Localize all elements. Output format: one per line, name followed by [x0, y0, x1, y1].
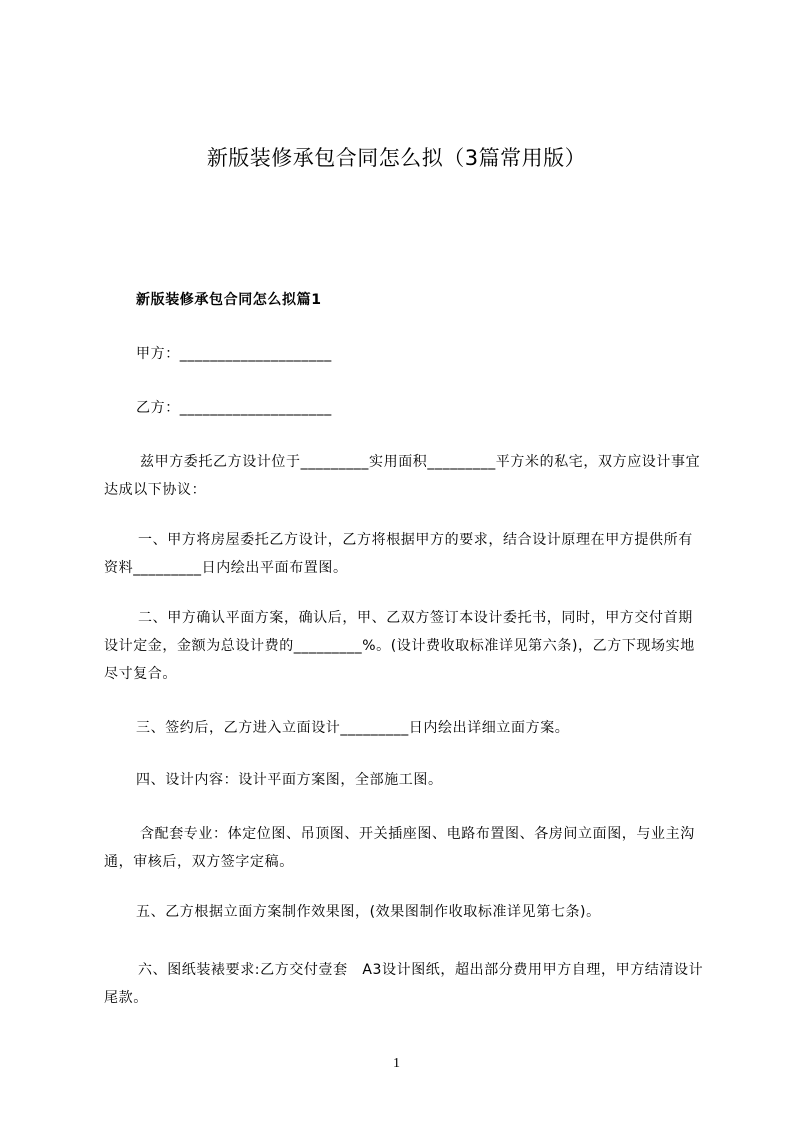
paragraph-clause-6: 六、图纸装裱要求:乙方交付壹套 A3设计图纸，超出部分费用甲方自理，甲方结清设计尾款。: [104, 962, 704, 1006]
paragraph-clause-3: 三、签约后，乙方进入立面设计_________日内绘出详细立面方案。: [136, 720, 570, 736]
paragraph-intro: 兹甲方委托乙方设计位于_________实用面积_________平方米的私宅，双方应设计事宜达成以下协议：: [104, 454, 701, 498]
paragraph-clause-2: 二、甲方确认平面方案，确认后，甲、乙双方签订本设计委托书，同时，甲方交付首期设计定金，金额为总设计费的_________%。(设计费收取标准详见第六条)，乙方下现场实地尽寸复合。: [104, 610, 695, 682]
document-title: 新版装修承包合同怎么拟（3篇常用版）: [206, 146, 587, 170]
paragraph-clause-4-detail: 含配套专业：体定位图、吊顶图、开关插座图、电路布置图、各房间立面图，与业主沟通，审核后，双方签字定稿。: [104, 826, 695, 870]
party-b-line: 乙方：____________________: [136, 400, 332, 416]
party-a-line: 甲方：____________________: [136, 346, 332, 362]
section-heading: 新版装修承包合同怎么拟篇1: [136, 292, 322, 308]
page-number: 1: [393, 1056, 400, 1071]
paragraph-clause-5: 五、乙方根据立面方案制作效果图，(效果图制作收取标准详见第七条)。: [136, 904, 601, 920]
paragraph-clause-4: 四、设计内容：设计平面方案图，全部施工图。: [136, 772, 443, 788]
paragraph-clause-1: 一、甲方将房屋委托乙方设计，乙方将根据甲方的要求，结合设计原理在甲方提供所有资料_________日内绘出平面布置图。: [104, 532, 693, 576]
